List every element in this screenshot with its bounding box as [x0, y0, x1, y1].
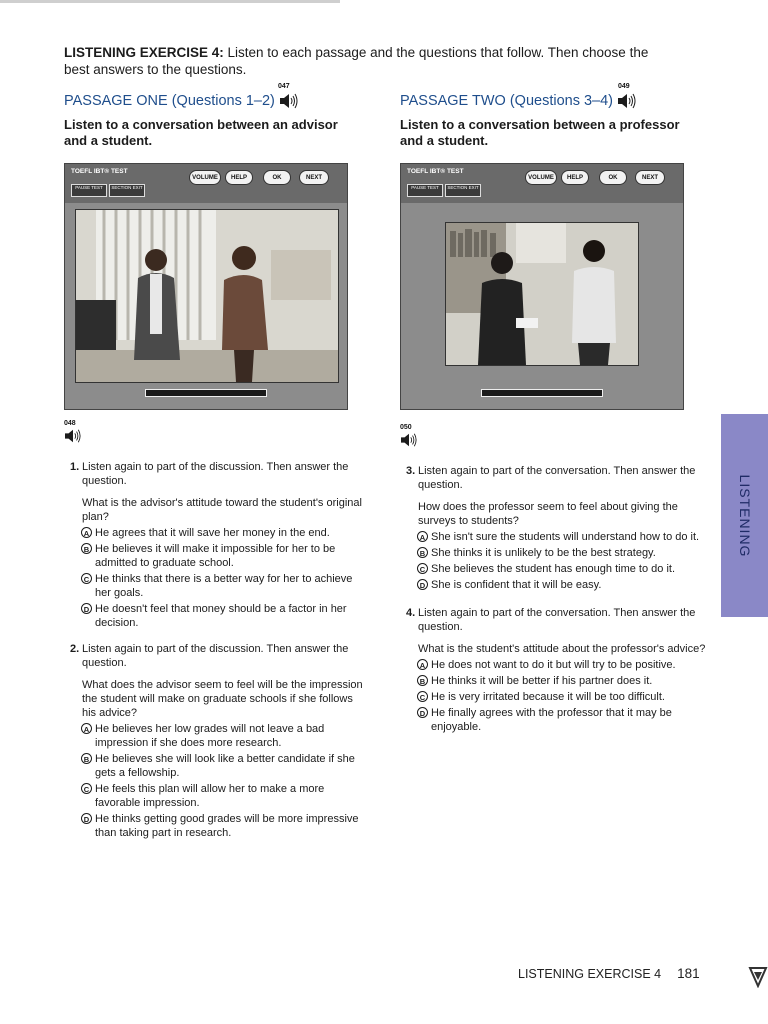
question-number: 2.: [70, 643, 80, 655]
passage-one-title: [64, 84, 364, 112]
answer-option[interactable]: [400, 690, 706, 704]
passage-two-second-track: 050: [400, 424, 412, 431]
answer-option[interactable]: [400, 658, 706, 672]
answer-option[interactable]: [64, 812, 364, 840]
next-button[interactable]: NEXT: [635, 170, 665, 185]
question-4: [400, 606, 706, 734]
option-text: He thinks getting good grades will be more impressive than taking part in research.: [95, 813, 359, 839]
question-number: 3.: [406, 465, 416, 477]
question-stem: What is the student's attitude about the professor's advice?: [418, 643, 706, 655]
answer-option[interactable]: [400, 706, 706, 734]
question-number: 1.: [70, 461, 80, 473]
question-2: [64, 642, 364, 840]
answer-option[interactable]: [64, 526, 364, 540]
option-text: He does not want to do it but will try to be positive.: [431, 659, 676, 671]
question-prompt: Listen again to part of the discussion. Then answer the question.: [82, 643, 349, 669]
passage-one-track-number: 047: [278, 83, 290, 90]
option-letter: C: [417, 563, 428, 574]
toefl-screen-passage-two: [400, 163, 684, 410]
option-letter: D: [417, 579, 428, 590]
volume-button[interactable]: VOLUME: [525, 170, 557, 185]
option-text: She believes the student has enough time to do it.: [431, 563, 675, 575]
section-exit-button[interactable]: SECTION EXIT: [445, 184, 481, 197]
question-1: [64, 460, 364, 630]
answer-option[interactable]: [400, 546, 706, 560]
option-text: He feels this plan will allow her to make a more favorable impression.: [95, 783, 325, 809]
passage-two-column: [400, 84, 706, 734]
exercise-text: Listen to each passage and the questions that follow. Then choose the best answers to the questions.: [64, 45, 649, 77]
passage-two-heading: PASSAGE TWO (Questions 3–4): [400, 93, 614, 109]
exercise-instructions: [64, 44, 664, 78]
pause-test-button[interactable]: PAUSE TEST: [71, 184, 107, 197]
toefl-screen-passage-one: [64, 163, 348, 410]
option-text: He believes her low grades will not leave a bad impression if she does more research.: [95, 723, 325, 749]
passage-two-audio-cue: [400, 424, 706, 454]
next-button[interactable]: NEXT: [299, 170, 329, 185]
passage-one-second-track: 048: [64, 420, 76, 427]
top-rule: [0, 0, 340, 3]
option-text: He thinks it will be better if his partner does it.: [431, 675, 653, 687]
option-letter: A: [81, 723, 92, 734]
progress-bar: [145, 389, 267, 397]
passage-one-column: [64, 84, 364, 840]
option-letter: B: [417, 547, 428, 558]
option-text: He believes she will look like a better candidate if she gets a fellowship.: [95, 753, 355, 779]
side-tab-label: LISTENING: [736, 474, 753, 557]
question-stem: What is the advisor's attitude toward the student's original plan?: [82, 497, 362, 523]
answer-option[interactable]: [64, 722, 364, 750]
option-letter: D: [81, 813, 92, 824]
answer-option[interactable]: [400, 562, 706, 576]
audio-speaker-icon[interactable]: [64, 428, 82, 444]
section-side-tab: [721, 414, 768, 617]
answer-option[interactable]: [400, 530, 706, 544]
answer-option[interactable]: [64, 572, 364, 600]
professor-student-photo: [445, 222, 639, 366]
passage-one-audio-cue: [64, 420, 364, 450]
advisor-student-photo: [75, 209, 339, 383]
help-button[interactable]: HELP: [225, 170, 253, 185]
option-text: She is confident that it will be easy.: [431, 579, 602, 591]
option-letter: C: [81, 783, 92, 794]
option-letter: B: [417, 675, 428, 686]
option-letter: A: [81, 527, 92, 538]
help-button[interactable]: HELP: [561, 170, 589, 185]
publisher-logo-icon: [748, 966, 768, 988]
answer-option[interactable]: [64, 752, 364, 780]
question-prompt: Listen again to part of the discussion. Then answer the question.: [82, 461, 349, 487]
progress-bar: [481, 389, 603, 397]
option-text: He thinks that there is a better way for her to achieve her goals.: [95, 573, 353, 599]
option-text: He agrees that it will save her money in the end.: [95, 527, 330, 539]
passage-two-track-number: 049: [618, 83, 630, 90]
volume-button[interactable]: VOLUME: [189, 170, 221, 185]
option-letter: C: [81, 573, 92, 584]
section-exit-button[interactable]: SECTION EXIT: [109, 184, 145, 197]
pause-test-button[interactable]: PAUSE TEST: [407, 184, 443, 197]
ok-button[interactable]: OK: [599, 170, 627, 185]
option-letter: D: [417, 707, 428, 718]
option-text: He believes it will make it impossible for her to be admitted to graduate school.: [95, 543, 336, 569]
answer-option[interactable]: [64, 542, 364, 570]
option-letter: B: [81, 543, 92, 554]
option-letter: A: [417, 531, 428, 542]
footer-label: LISTENING EXERCISE 4: [518, 967, 662, 981]
toefl-screen-title: TOEFL IBT® TEST: [407, 168, 464, 175]
option-text: He finally agrees with the professor that it may be enjoyable.: [431, 707, 672, 733]
answer-option[interactable]: [400, 674, 706, 688]
ok-button[interactable]: OK: [263, 170, 291, 185]
option-text: She isn't sure the students will understand how to do it.: [431, 531, 700, 543]
option-text: He is very irritated because it will be too difficult.: [431, 691, 665, 703]
answer-option[interactable]: [64, 602, 364, 630]
passage-one-subtitle: Listen to a conversation between an advisor and a student.: [64, 117, 338, 148]
toefl-screen-title: TOEFL IBT® TEST: [71, 168, 128, 175]
passage-two-subtitle: Listen to a conversation between a professor and a student.: [400, 117, 680, 148]
question-stem: What does the advisor seem to feel will be the impression the student will make on graduate schools if she follows his advice?: [82, 679, 363, 719]
answer-option[interactable]: [64, 782, 364, 810]
question-number: 4.: [406, 607, 416, 619]
exercise-label: LISTENING EXERCISE 4:: [64, 45, 224, 60]
option-letter: B: [81, 753, 92, 764]
page-number: 181: [677, 966, 700, 981]
question-3: [400, 464, 706, 592]
option-text: She thinks it is unlikely to be the best strategy.: [431, 547, 656, 559]
question-prompt: Listen again to part of the conversation. Then answer the question.: [418, 465, 696, 491]
option-letter: D: [81, 603, 92, 614]
option-letter: A: [417, 659, 428, 670]
audio-speaker-icon[interactable]: [400, 432, 418, 448]
answer-option[interactable]: [400, 578, 706, 592]
option-text: He doesn't feel that money should be a factor in her decision.: [95, 603, 347, 629]
passage-two-title: [400, 84, 706, 112]
passage-one-heading: PASSAGE ONE (Questions 1–2): [64, 93, 275, 109]
option-letter: C: [417, 691, 428, 702]
question-stem: How does the professor seem to feel about giving the surveys to students?: [418, 501, 678, 527]
page-footer: [518, 966, 700, 981]
question-prompt: Listen again to part of the conversation. Then answer the question.: [418, 607, 696, 633]
